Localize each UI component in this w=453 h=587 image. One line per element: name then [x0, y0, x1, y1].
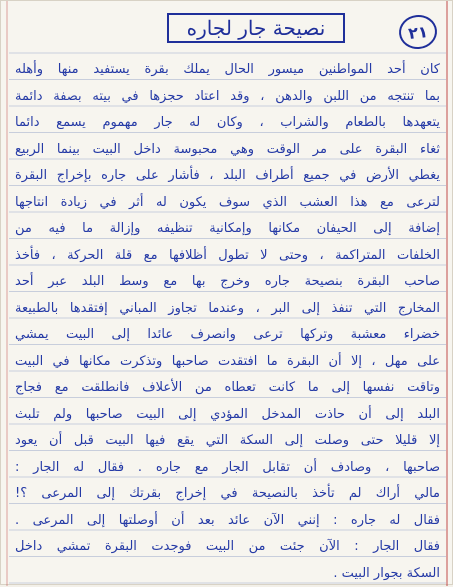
text-line: وتاقت نفسها إلى ما كانت تعطاه من الأعلاف فانطلقت مع فجاج: [15, 375, 440, 402]
text-line: بما تنتجه من اللبن والدهن ، وقد اعتاد حجزها في بيته بصفة دائمة: [15, 84, 440, 111]
text-line: مالي أراك لم تأخذ بالنصيحة في إخراج بقرتك إلى المرعى ؟!: [15, 481, 440, 508]
text-line: ثغاء البقرة على مر الوقت وهي محبوسة داخل البيت بينما الربيع: [15, 137, 440, 164]
text-line: فقال له جاره : إنني الآن عائد بعد أن أوصلتها إلى المرعى .: [15, 508, 440, 535]
text-line: البلد إلى أن حاذت المدخل المؤدي إلى البيت صاحبها ولم تلبث: [15, 402, 440, 429]
text-line: خضراء معشبة وتركها ترعى وانصرف عائدا إلى البيت يمشي: [15, 322, 440, 349]
text-line: الخلفات المتراكمة ، وحتى لا تطول أظلافها مع قلة الحركة ، فأخذ: [15, 243, 440, 270]
text-line: إضافة إلى الحيفان مكانها وإمكانية تنظيفه وإزالة ما فيه من: [15, 216, 440, 243]
text-line: يغطي الأرض في جميع أطراف البلد ، فأشار على جاره بإخراج البقرة: [15, 163, 440, 190]
text-line: إلا قليلا حتى وصلت إلى السكة التي يقع فيها البيت قبل أن يعود: [15, 428, 440, 455]
text-line: كان أحد المواطنين ميسور الحال يملك بقرة يستفيد منها وأهله: [15, 57, 440, 84]
text-line: السكة بجوار البيت .: [15, 561, 440, 587]
text-line: صاحبها ، وصادف أن تقابل الجار مع جاره . فقال له الجار :: [15, 455, 440, 482]
page-number: ٢١: [397, 13, 438, 51]
handwritten-text: [15, 57, 440, 587]
text-line: فقال الجار : الآن جئت من البيت فوجدت البقرة تمشي داخل: [15, 534, 440, 561]
text-line: المخارج التي تنفذ إلى البر ، وعندما تجاوز المباني إفتقدها بالطبيعة: [15, 296, 440, 323]
page-header: [1, 9, 452, 49]
text-line: صاحب البقرة بنصيحة جاره وخرج بها مع وسط البلد عبر أحد: [15, 269, 440, 296]
text-line: لترعى مع هذا العشب الذي سوف يكون له أثر في زيادة انتاجها: [15, 190, 440, 217]
text-line: على مهل ، إلا أن البقرة ما افتقدت صاحبها وتذكرت مكانها في البيت: [15, 349, 440, 376]
page-title: نصيحة جار لجاره: [167, 13, 345, 43]
text-line: يتعهدها بالطعام والشراب ، وكان له جار مهموم يسمع دائما: [15, 110, 440, 137]
